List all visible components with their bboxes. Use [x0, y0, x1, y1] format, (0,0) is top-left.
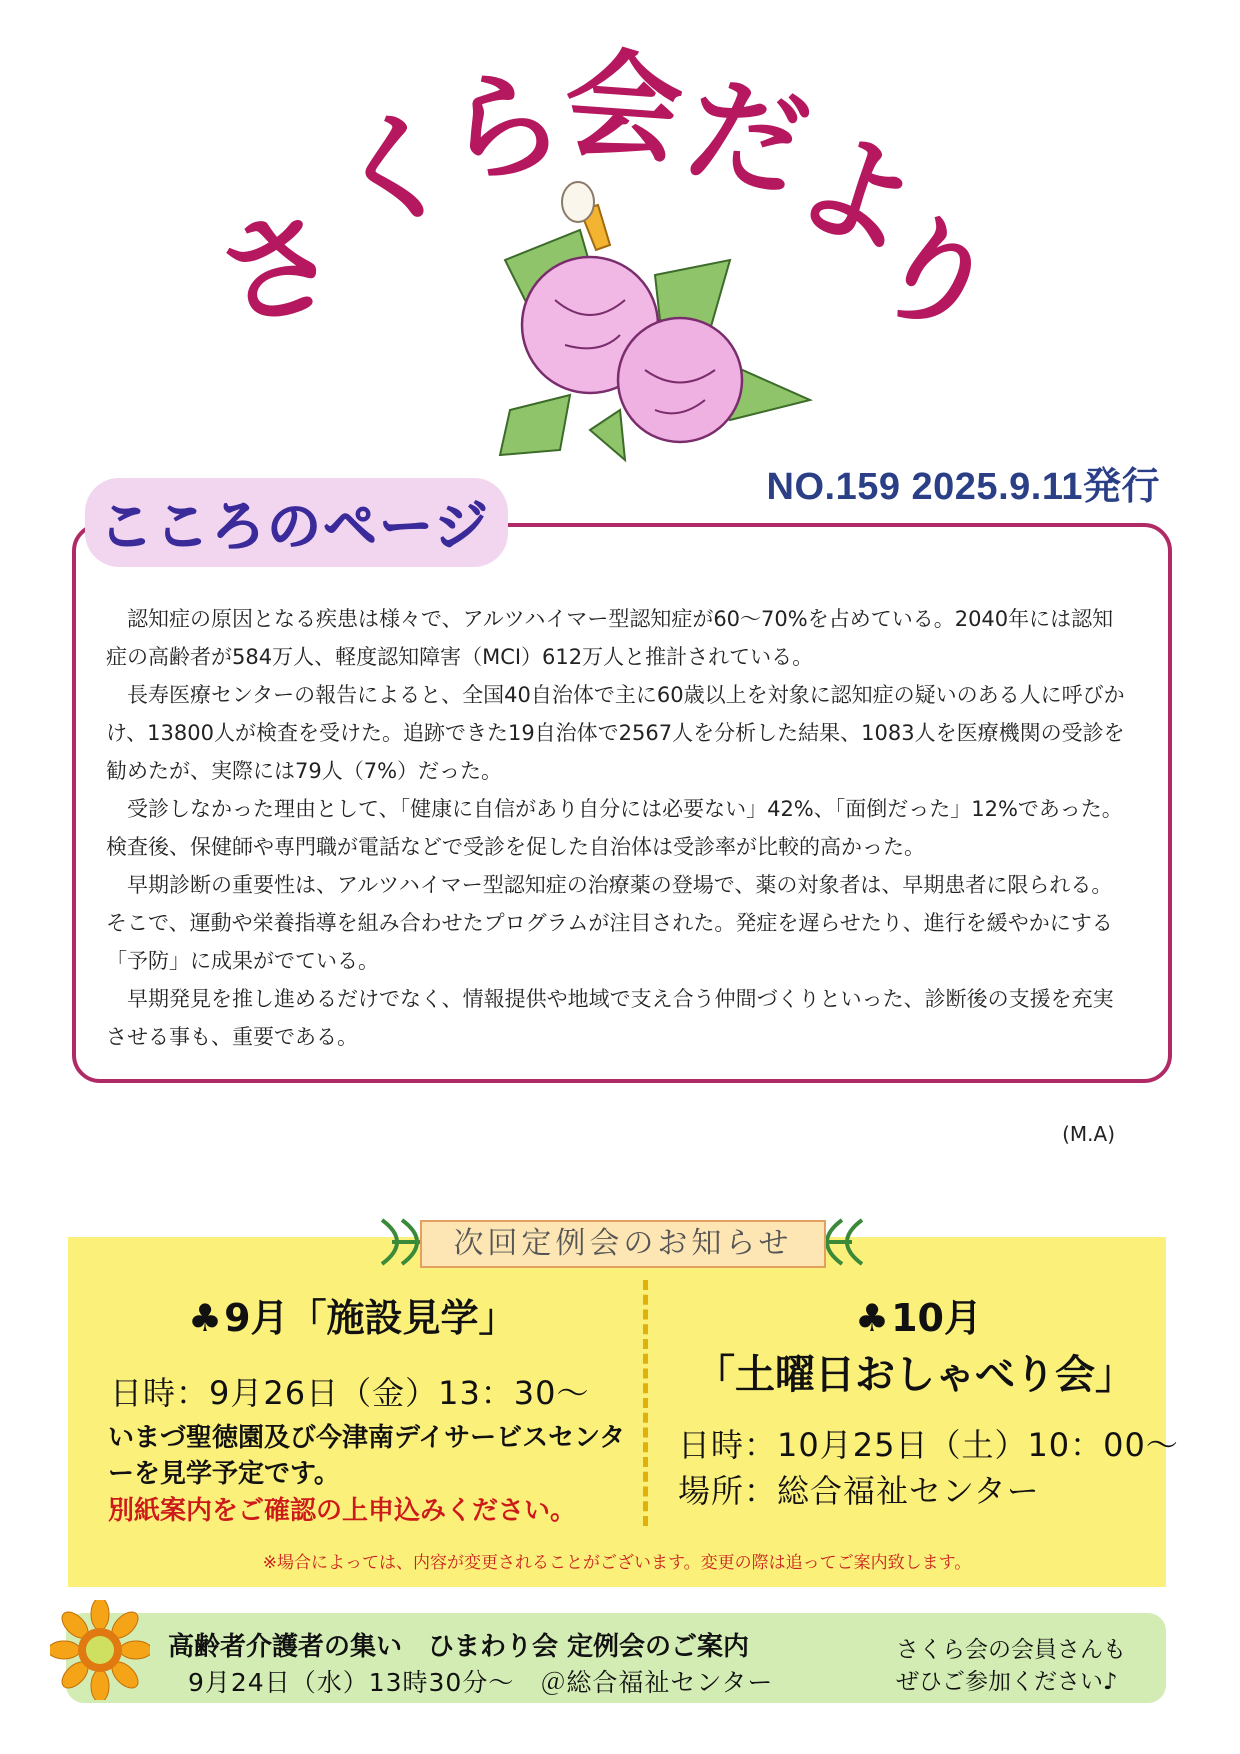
svg-text:り: り [850, 188, 1020, 367]
masthead [0, 0, 1240, 470]
himawari-date: 9月24日（水）13時30分〜 ＠総合福祉センター [188, 1668, 774, 1697]
change-notice: ※場合によっては、内容が変更されることがございます。変更の際は追ってご案内致します。 [262, 1553, 972, 1573]
october-title [855, 1287, 982, 1342]
september-title [188, 1287, 517, 1342]
sunflower-icon [50, 1600, 150, 1700]
september-description: いまづ聖徳園及び今津南デイサービスセンターを見学予定です。 [108, 1423, 626, 1489]
invitation-line: さくら会の会員さんも [896, 1637, 1126, 1663]
kokoro-article [106, 600, 1126, 1056]
svg-text:さ: さ [201, 186, 353, 352]
article-paragraph: 認知症の原因となる疾患は様々で、アルツハイマー型認知症が60〜70%を占めている。2040年には認知症の高齢者が584万人、軽度認知障害（MCI）612万人と推計されている。 [106, 607, 1114, 669]
october-place: 場所：総合福祉センター [678, 1472, 1040, 1510]
invitation-line: ぜひご参加ください♪ [896, 1669, 1118, 1695]
column-divider [643, 1280, 648, 1526]
september-date: 日時：9月26日（金）13：30〜 [110, 1374, 590, 1412]
october-title-text: 10月 [891, 1296, 982, 1340]
himawari-title: 高齢者介護者の集い ひまわり会 定例会のご案内 [168, 1632, 750, 1662]
svg-text:よ: よ [778, 108, 937, 279]
svg-text:ら: ら [440, 53, 569, 200]
svg-text:く: く [324, 92, 465, 249]
flower-illustration [500, 182, 810, 460]
issue-number: NO.159 2025.9.11発行 [766, 466, 1160, 508]
october-date: 日時：10月25日（土）10：00〜 [678, 1426, 1179, 1464]
article-paragraph: 早期診断の重要性は、アルツハイマー型認知症の治療薬の登場で、薬の対象者は、早期患者に限られる。そこで、運動や栄養指導を組み合わせたプログラムが注目された。発症を遅らせたり、進行を緩やかにする「予防」に成果がでている。 [106, 873, 1113, 973]
kokoro-heading: こころのページ [85, 478, 508, 567]
october-event-name: 「土曜日おしゃべり会」 [695, 1352, 1135, 1398]
svg-text:会: 会 [559, 34, 688, 181]
article-paragraph: 受診しなかった理由として、「健康に自信があり自分には必要ない」42%、「面倒だった」12%であった。検査後、保健師や専門職が電話などで受診を促した自治体は受診率が比較的高かった。 [106, 797, 1123, 859]
meeting-banner: 次回定例会のお知らせ [420, 1220, 826, 1268]
article-paragraph: 早期発見を推し進めるだけでなく、情報提供や地域で支え合う仲間づくりといった、診断後の支援を充実させる事も、重要である。 [106, 987, 1114, 1049]
masthead-art [0, 0, 1240, 470]
article-paragraph: 長寿医療センターの報告によると、全国40自治体で主に60歳以上を対象に認知症の疑いのある人に呼びかけ、13800人が検査を受けた。追跡できた19自治体で2567人を分析した結果、1083人を医療機関の受診を勧めたが、実際には79人（7%）だった。 [106, 683, 1125, 783]
himawari-invitation [896, 1634, 1156, 1698]
svg-text:だ: だ [675, 57, 820, 218]
club-icon: ♣ [188, 1296, 223, 1340]
club-icon: ♣ [855, 1296, 890, 1340]
september-title-text: 9月「施設見学」 [224, 1296, 517, 1340]
article-signature: (M.A) [1062, 1122, 1115, 1146]
september-apply-note: 別紙案内をご確認の上申込みください。 [108, 1496, 577, 1526]
